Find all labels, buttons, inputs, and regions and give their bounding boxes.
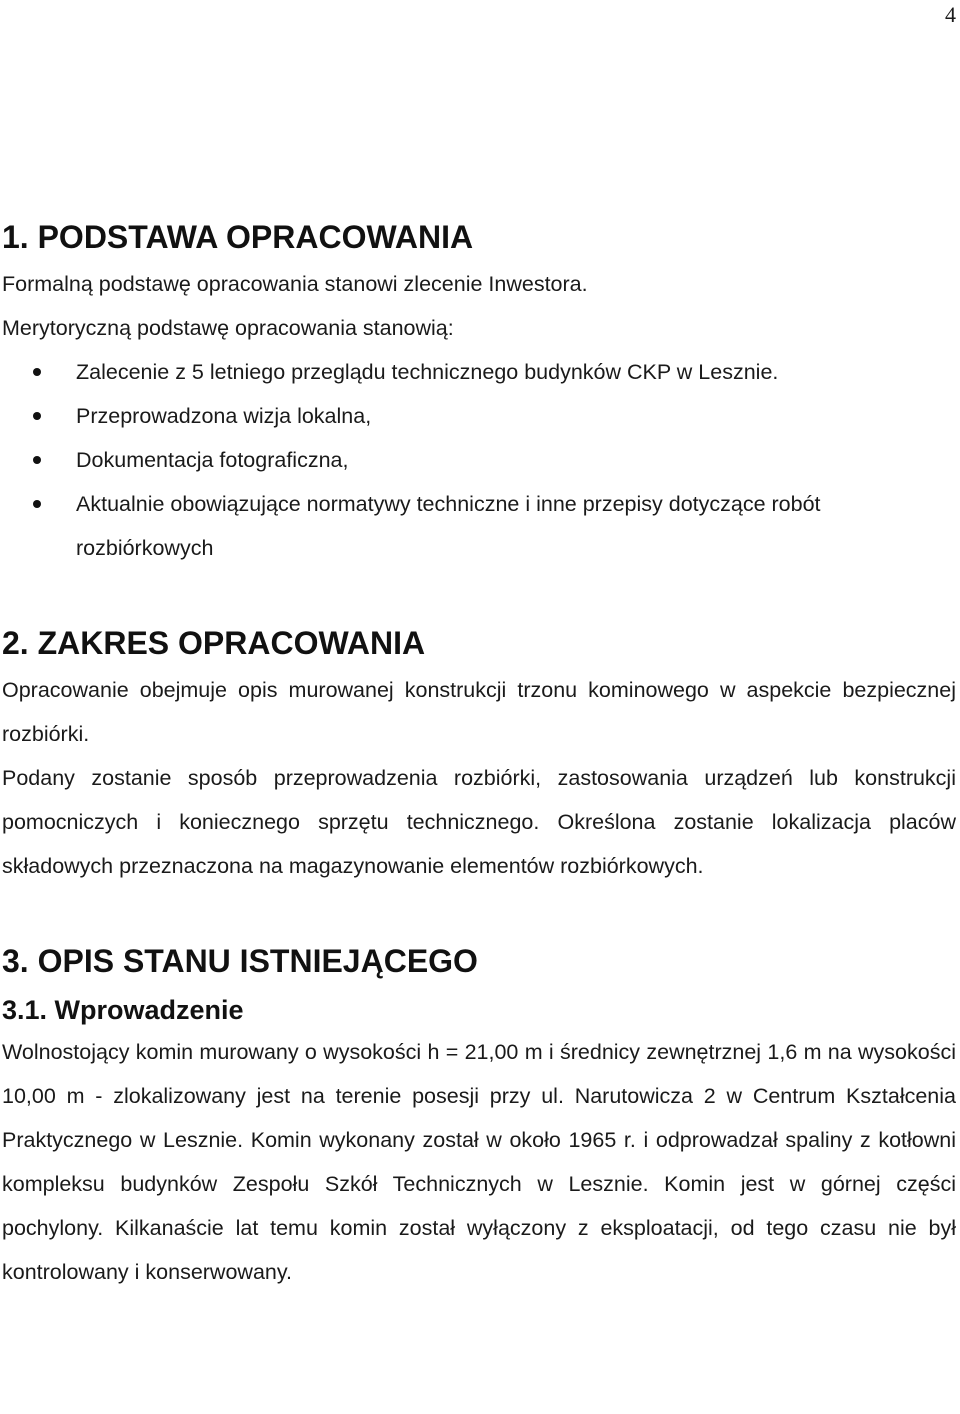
subsection-3-1-title: 3.1. Wprowadzenie [2,995,244,1025]
list-item-text: Aktualnie obowiązujące normatywy techniczne i inne przepisy dotyczące robót rozbiórkowych [76,492,821,560]
basis-list [2,350,956,570]
subsection-3-1-paragraph: Wolnostojący komin murowany o wysokości h = 21,00 m i średnicy zewnętrznej 1,6 m na wysokości 10,00 m - zlokalizowany jest na terenie posesji przy ul. Narutowicza 2 w Centrum Kształcenia Praktycznego w Lesznie. Komin wykonany został w około 1965 r. i odprowadzał spaliny z kotłowni kompleksu budynków Zespołu Szkół Technicznych w Lesznie. Komin jest w górnej części pochylony. Kilkanaście lat temu komin został wyłączony z eksploatacji, od tego czasu nie był kontrolowany i konserwowany. [2,1040,956,1284]
section-3-title: 3. OPIS STANU ISTNIEJĄCEGO [2,943,478,979]
list-item [2,394,956,438]
bullet-icon [33,368,41,376]
list-item-text: Przeprowadzona wizja lokalna, [76,404,372,428]
list-item-text: Dokumentacja fotograficzna, [76,448,349,472]
list-item [2,482,956,570]
list-item [2,350,956,394]
section-1-intro-substantive: Merytoryczną podstawę opracowania stanowią: [2,316,454,340]
bullet-icon [33,500,41,508]
document-body [2,210,956,1294]
section-1 [2,212,956,570]
section-2-title: 2. ZAKRES OPRACOWANIA [2,625,426,661]
section-1-title: 1. PODSTAWA OPRACOWANIA [2,219,474,255]
section-2-paragraph-scope: Opracowanie obejmuje opis murowanej konstrukcji trzonu kominowego w aspekcie bezpiecznej rozbiórki. [2,678,956,746]
section-1-intro-formal: Formalną podstawę opracowania stanowi zlecenie Inwestora. [2,272,588,296]
page-number: 4 [945,2,956,27]
list-item [2,438,956,482]
bullet-icon [33,412,41,420]
bullet-icon [33,456,41,464]
list-item-text: Zalecenie z 5 letniego przeglądu technicznego budynków CKP w Lesznie. [76,360,779,384]
section-2-paragraph-method: Podany zostanie sposób przeprowadzenia rozbiórki, zastosowania urządzeń lub konstrukcji pomocniczych i koniecznego sprzętu technicznego. Określona zostanie lokalizacja placów składowych przeznaczona na magazynowanie elementów rozbiórkowych. [2,766,956,878]
section-3 [2,936,956,1294]
section-2 [2,618,956,888]
